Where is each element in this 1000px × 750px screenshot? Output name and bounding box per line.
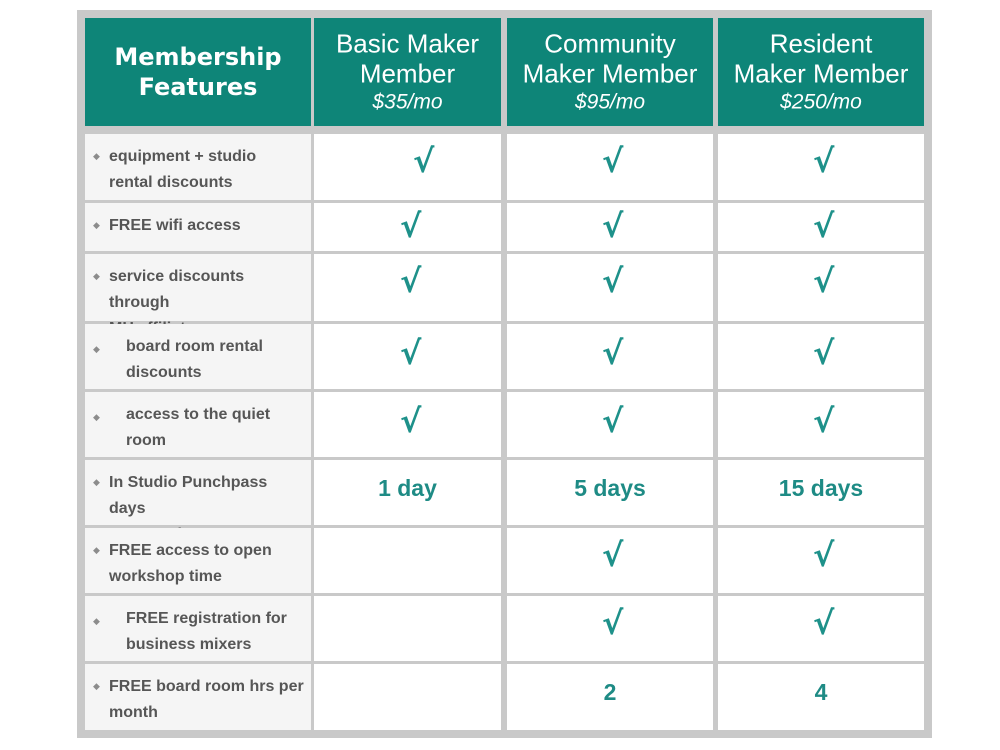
feature-label-line2: workshop time <box>109 568 222 585</box>
check-mark-icon: √ <box>813 142 835 180</box>
value-cell-basic <box>314 596 501 661</box>
value-cell-resident <box>718 254 924 321</box>
check-mark-icon: √ <box>602 604 624 642</box>
feature-label-line1: equipment + studio <box>109 148 257 165</box>
check-mark-icon: √ <box>602 207 624 245</box>
membership-comparison-table <box>77 10 932 738</box>
feature-punchpass-days <box>85 460 311 525</box>
diamond-bullet-icon: ◆ <box>93 220 100 230</box>
check-mark-icon: √ <box>400 334 422 372</box>
feature-business-mixers <box>85 596 311 661</box>
header-plan-community <box>507 18 713 126</box>
feature-label-line1: service discounts through <box>109 268 245 311</box>
plan-name-line2: Maker Member <box>522 58 698 89</box>
feature-label-line2: room <box>126 432 166 449</box>
value-cell-basic <box>314 460 501 525</box>
value-cell-community <box>507 134 713 200</box>
header-plan-resident <box>718 18 924 126</box>
feature-label-line2: month <box>109 704 158 721</box>
check-mark-icon: √ <box>813 402 835 440</box>
feature-label-line1: access to the quiet <box>126 406 271 423</box>
diamond-bullet-icon: ◆ <box>93 616 100 626</box>
check-mark-icon: √ <box>813 334 835 372</box>
punchpass-days-value: 15 days <box>778 475 864 501</box>
check-mark-icon: √ <box>602 262 624 300</box>
check-mark-icon: √ <box>400 207 422 245</box>
value-cell-basic <box>314 324 501 389</box>
feature-label-line1: FREE board room hrs per <box>109 678 304 695</box>
feature-label-line1: In Studio Punchpass days <box>109 474 268 517</box>
value-cell-resident <box>718 392 924 457</box>
plan-price: $95/mo <box>574 90 646 114</box>
value-cell-resident <box>718 134 924 200</box>
feature-board-room-hours <box>85 664 311 730</box>
value-cell-basic <box>314 392 501 457</box>
value-cell-community <box>507 324 713 389</box>
features-title-line2: Features <box>138 73 258 101</box>
value-cell-resident <box>718 596 924 661</box>
feature-label-line1: FREE registration for <box>126 610 287 627</box>
check-mark-icon: √ <box>400 262 422 300</box>
feature-free-wifi <box>85 203 311 251</box>
plan-price: $35/mo <box>372 90 443 114</box>
diamond-bullet-icon: ◆ <box>93 681 100 691</box>
check-mark-icon: √ <box>602 142 624 180</box>
board-room-hours-value: 4 <box>814 679 828 705</box>
header-plan-basic <box>314 18 501 126</box>
plan-name-line1: Basic Maker <box>335 28 480 59</box>
feature-equipment-rental-discounts <box>85 134 311 200</box>
feature-label-line1: board room rental <box>126 338 263 355</box>
value-cell-community <box>507 528 713 593</box>
value-cell-basic <box>314 254 501 321</box>
punchpass-days-value: 5 days <box>574 475 646 501</box>
feature-label-line1: FREE wifi access <box>109 217 241 234</box>
feature-label-line2: discounts <box>126 364 202 381</box>
feature-service-discounts <box>85 254 311 321</box>
check-mark-icon: √ <box>813 604 835 642</box>
check-mark-icon: √ <box>813 262 835 300</box>
diamond-bullet-icon: ◆ <box>93 151 100 161</box>
plan-name-line1: Community <box>544 28 676 59</box>
value-cell-community <box>507 596 713 661</box>
plan-name-line1: Resident <box>769 28 873 59</box>
features-title-line1: Membership <box>114 43 282 71</box>
diamond-bullet-icon: ◆ <box>93 271 100 281</box>
feature-label-line2: rental discounts <box>109 174 233 191</box>
value-cell-resident <box>718 664 924 730</box>
plan-name-line2: Maker Member <box>733 58 909 89</box>
check-mark-icon: √ <box>602 536 624 574</box>
diamond-bullet-icon: ◆ <box>93 545 100 555</box>
check-mark-icon: √ <box>602 402 624 440</box>
value-cell-basic <box>314 664 501 730</box>
value-cell-resident <box>718 528 924 593</box>
diamond-bullet-icon: ◆ <box>93 344 100 354</box>
value-cell-resident <box>718 203 924 251</box>
diamond-bullet-icon: ◆ <box>93 412 100 422</box>
feature-label-line1: FREE access to open <box>109 542 272 559</box>
value-cell-basic <box>314 203 501 251</box>
header-features-cell <box>85 18 311 126</box>
feature-quiet-room-access <box>85 392 311 457</box>
punchpass-days-value: 1 day <box>378 475 437 501</box>
check-mark-icon: √ <box>813 207 835 245</box>
check-mark-icon: √ <box>400 402 422 440</box>
feature-label-line2: business mixers <box>126 636 252 653</box>
value-cell-community <box>507 254 713 321</box>
diamond-bullet-icon: ◆ <box>93 477 100 487</box>
board-room-hours-value: 2 <box>603 679 617 705</box>
feature-open-workshop-time <box>85 528 311 593</box>
value-cell-basic <box>314 134 501 200</box>
value-cell-community <box>507 664 713 730</box>
value-cell-community <box>507 460 713 525</box>
value-cell-resident <box>718 324 924 389</box>
value-cell-resident <box>718 460 924 525</box>
value-cell-community <box>507 392 713 457</box>
check-mark-icon: √ <box>813 536 835 574</box>
value-cell-community <box>507 203 713 251</box>
check-mark-icon: √ <box>413 142 435 180</box>
check-mark-icon: √ <box>602 334 624 372</box>
plan-price: $250/mo <box>780 90 862 114</box>
plan-name-line2: Member <box>359 58 456 89</box>
value-cell-basic <box>314 528 501 593</box>
feature-board-room-rental-discounts <box>85 324 311 389</box>
